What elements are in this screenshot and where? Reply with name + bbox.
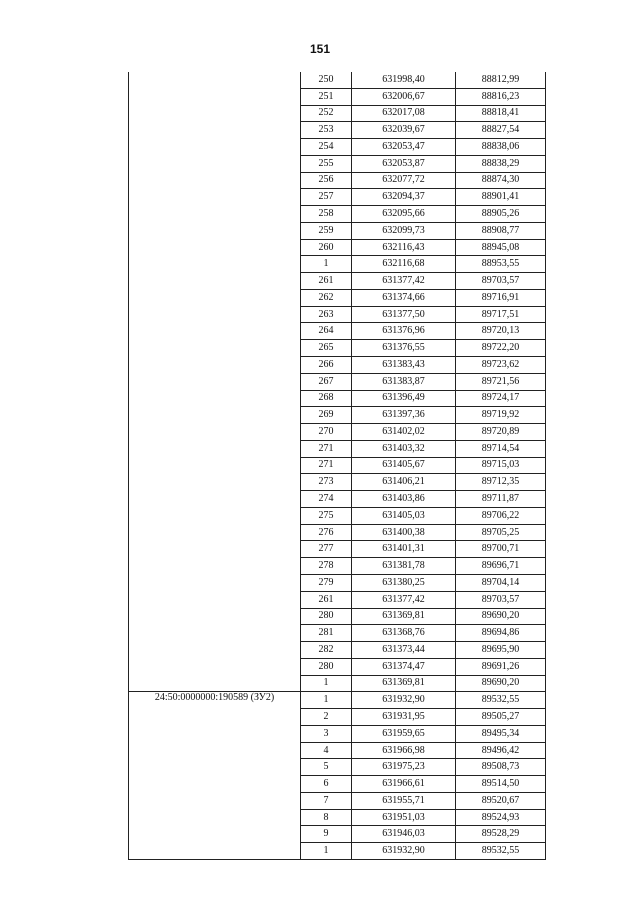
point-number-cell: 279	[301, 574, 352, 591]
point-number-cell: 2	[301, 709, 352, 726]
y-coordinate-cell: 89695,90	[456, 642, 546, 659]
x-coordinate-cell: 632094,37	[352, 189, 456, 206]
point-number-cell: 269	[301, 407, 352, 424]
x-coordinate-cell: 631396,49	[352, 390, 456, 407]
y-coordinate-cell: 89705,25	[456, 524, 546, 541]
y-coordinate-cell: 89711,87	[456, 491, 546, 508]
y-coordinate-cell: 88838,06	[456, 139, 546, 156]
point-number-cell: 267	[301, 373, 352, 390]
point-number-cell: 277	[301, 541, 352, 558]
x-coordinate-cell: 631405,03	[352, 507, 456, 524]
parcel-number-cell	[129, 72, 301, 692]
x-coordinate-cell: 631380,25	[352, 574, 456, 591]
y-coordinate-cell: 89716,91	[456, 289, 546, 306]
x-coordinate-cell: 632095,66	[352, 206, 456, 223]
y-coordinate-cell: 89720,89	[456, 424, 546, 441]
y-coordinate-cell: 89722,20	[456, 340, 546, 357]
y-coordinate-cell: 89720,13	[456, 323, 546, 340]
point-number-cell: 257	[301, 189, 352, 206]
point-number-cell: 271	[301, 440, 352, 457]
point-number-cell: 270	[301, 424, 352, 441]
y-coordinate-cell: 89721,56	[456, 373, 546, 390]
x-coordinate-cell: 631998,40	[352, 72, 456, 88]
table-row	[129, 72, 546, 88]
point-number-cell: 254	[301, 139, 352, 156]
y-coordinate-cell: 89696,71	[456, 558, 546, 575]
parcel-number-cell: 24:50:0000000:190589 (ЗУ2)	[129, 692, 301, 860]
y-coordinate-cell: 89694,86	[456, 625, 546, 642]
point-number-cell: 258	[301, 206, 352, 223]
x-coordinate-cell: 631373,44	[352, 642, 456, 659]
point-number-cell: 280	[301, 658, 352, 675]
point-number-cell: 263	[301, 306, 352, 323]
point-number-cell: 1	[301, 675, 352, 692]
y-coordinate-cell: 89717,51	[456, 306, 546, 323]
point-number-cell: 255	[301, 155, 352, 172]
point-number-cell: 275	[301, 507, 352, 524]
x-coordinate-cell: 631397,36	[352, 407, 456, 424]
point-number-cell: 264	[301, 323, 352, 340]
x-coordinate-cell: 632039,67	[352, 122, 456, 139]
point-number-cell: 265	[301, 340, 352, 357]
y-coordinate-cell: 89524,93	[456, 809, 546, 826]
y-coordinate-cell: 88827,54	[456, 122, 546, 139]
y-coordinate-cell: 89496,42	[456, 742, 546, 759]
x-coordinate-cell: 632053,47	[352, 139, 456, 156]
y-coordinate-cell: 89703,57	[456, 273, 546, 290]
point-number-cell: 262	[301, 289, 352, 306]
y-coordinate-cell: 88812,99	[456, 72, 546, 88]
x-coordinate-cell: 631381,78	[352, 558, 456, 575]
y-coordinate-cell: 89505,27	[456, 709, 546, 726]
y-coordinate-cell: 89714,54	[456, 440, 546, 457]
page-number: 151	[309, 42, 331, 56]
point-number-cell: 4	[301, 742, 352, 759]
y-coordinate-cell: 89719,92	[456, 407, 546, 424]
x-coordinate-cell: 631377,50	[352, 306, 456, 323]
point-number-cell: 280	[301, 608, 352, 625]
point-number-cell: 3	[301, 725, 352, 742]
x-coordinate-cell: 632077,72	[352, 172, 456, 189]
point-number-cell: 282	[301, 642, 352, 659]
point-number-cell: 9	[301, 826, 352, 843]
x-coordinate-cell: 631975,23	[352, 759, 456, 776]
point-number-cell: 250	[301, 72, 352, 88]
x-coordinate-cell: 631405,67	[352, 457, 456, 474]
x-coordinate-cell: 631377,42	[352, 591, 456, 608]
y-coordinate-cell: 89704,14	[456, 574, 546, 591]
x-coordinate-cell: 631374,66	[352, 289, 456, 306]
y-coordinate-cell: 89690,20	[456, 675, 546, 692]
point-number-cell: 260	[301, 239, 352, 256]
point-number-cell: 1	[301, 256, 352, 273]
point-number-cell: 274	[301, 491, 352, 508]
x-coordinate-cell: 631402,02	[352, 424, 456, 441]
y-coordinate-cell: 88953,55	[456, 256, 546, 273]
point-number-cell: 278	[301, 558, 352, 575]
x-coordinate-cell: 631932,90	[352, 692, 456, 709]
y-coordinate-cell: 88818,41	[456, 105, 546, 122]
x-coordinate-cell: 631376,96	[352, 323, 456, 340]
y-coordinate-cell: 88838,29	[456, 155, 546, 172]
x-coordinate-cell: 631376,55	[352, 340, 456, 357]
coordinates-table	[128, 72, 546, 860]
point-number-cell: 256	[301, 172, 352, 189]
point-number-cell: 259	[301, 222, 352, 239]
x-coordinate-cell: 631368,76	[352, 625, 456, 642]
x-coordinate-cell: 631377,42	[352, 273, 456, 290]
x-coordinate-cell: 631931,95	[352, 709, 456, 726]
point-number-cell: 1	[301, 843, 352, 860]
point-number-cell: 7	[301, 792, 352, 809]
y-coordinate-cell: 88945,08	[456, 239, 546, 256]
x-coordinate-cell: 631955,71	[352, 792, 456, 809]
y-coordinate-cell: 89712,35	[456, 474, 546, 491]
x-coordinate-cell: 631403,86	[352, 491, 456, 508]
point-number-cell: 1	[301, 692, 352, 709]
y-coordinate-cell: 88816,23	[456, 88, 546, 105]
x-coordinate-cell: 631932,90	[352, 843, 456, 860]
point-number-cell: 6	[301, 776, 352, 793]
y-coordinate-cell: 89724,17	[456, 390, 546, 407]
x-coordinate-cell: 631946,03	[352, 826, 456, 843]
y-coordinate-cell: 89700,71	[456, 541, 546, 558]
x-coordinate-cell: 631369,81	[352, 608, 456, 625]
point-number-cell: 276	[301, 524, 352, 541]
x-coordinate-cell: 632116,43	[352, 239, 456, 256]
x-coordinate-cell: 631966,61	[352, 776, 456, 793]
y-coordinate-cell: 88905,26	[456, 206, 546, 223]
x-coordinate-cell: 631959,65	[352, 725, 456, 742]
y-coordinate-cell: 89514,50	[456, 776, 546, 793]
point-number-cell: 268	[301, 390, 352, 407]
x-coordinate-cell: 631403,32	[352, 440, 456, 457]
y-coordinate-cell: 89703,57	[456, 591, 546, 608]
y-coordinate-cell: 89532,55	[456, 843, 546, 860]
y-coordinate-cell: 89723,62	[456, 357, 546, 374]
x-coordinate-cell: 632116,68	[352, 256, 456, 273]
point-number-cell: 8	[301, 809, 352, 826]
point-number-cell: 261	[301, 591, 352, 608]
x-coordinate-cell: 631400,38	[352, 524, 456, 541]
x-coordinate-cell: 632017,08	[352, 105, 456, 122]
y-coordinate-cell: 88901,41	[456, 189, 546, 206]
x-coordinate-cell: 631406,21	[352, 474, 456, 491]
x-coordinate-cell: 631401,31	[352, 541, 456, 558]
y-coordinate-cell: 89715,03	[456, 457, 546, 474]
y-coordinate-cell: 88908,77	[456, 222, 546, 239]
x-coordinate-cell: 632099,73	[352, 222, 456, 239]
x-coordinate-cell: 631374,47	[352, 658, 456, 675]
y-coordinate-cell: 89690,20	[456, 608, 546, 625]
x-coordinate-cell: 631369,81	[352, 675, 456, 692]
point-number-cell: 253	[301, 122, 352, 139]
point-number-cell: 271	[301, 457, 352, 474]
y-coordinate-cell: 89528,29	[456, 826, 546, 843]
x-coordinate-cell: 631951,03	[352, 809, 456, 826]
point-number-cell: 281	[301, 625, 352, 642]
point-number-cell: 5	[301, 759, 352, 776]
x-coordinate-cell: 632053,87	[352, 155, 456, 172]
y-coordinate-cell: 89520,67	[456, 792, 546, 809]
x-coordinate-cell: 631383,87	[352, 373, 456, 390]
y-coordinate-cell: 89706,22	[456, 507, 546, 524]
point-number-cell: 266	[301, 357, 352, 374]
x-coordinate-cell: 631966,98	[352, 742, 456, 759]
y-coordinate-cell: 89508,73	[456, 759, 546, 776]
y-coordinate-cell: 88874,30	[456, 172, 546, 189]
coordinates-table-body	[129, 72, 546, 859]
table-row	[129, 692, 546, 709]
y-coordinate-cell: 89495,34	[456, 725, 546, 742]
x-coordinate-cell: 632006,67	[352, 88, 456, 105]
y-coordinate-cell: 89532,55	[456, 692, 546, 709]
y-coordinate-cell: 89691,26	[456, 658, 546, 675]
x-coordinate-cell: 631383,43	[352, 357, 456, 374]
point-number-cell: 273	[301, 474, 352, 491]
point-number-cell: 251	[301, 88, 352, 105]
point-number-cell: 252	[301, 105, 352, 122]
point-number-cell: 261	[301, 273, 352, 290]
